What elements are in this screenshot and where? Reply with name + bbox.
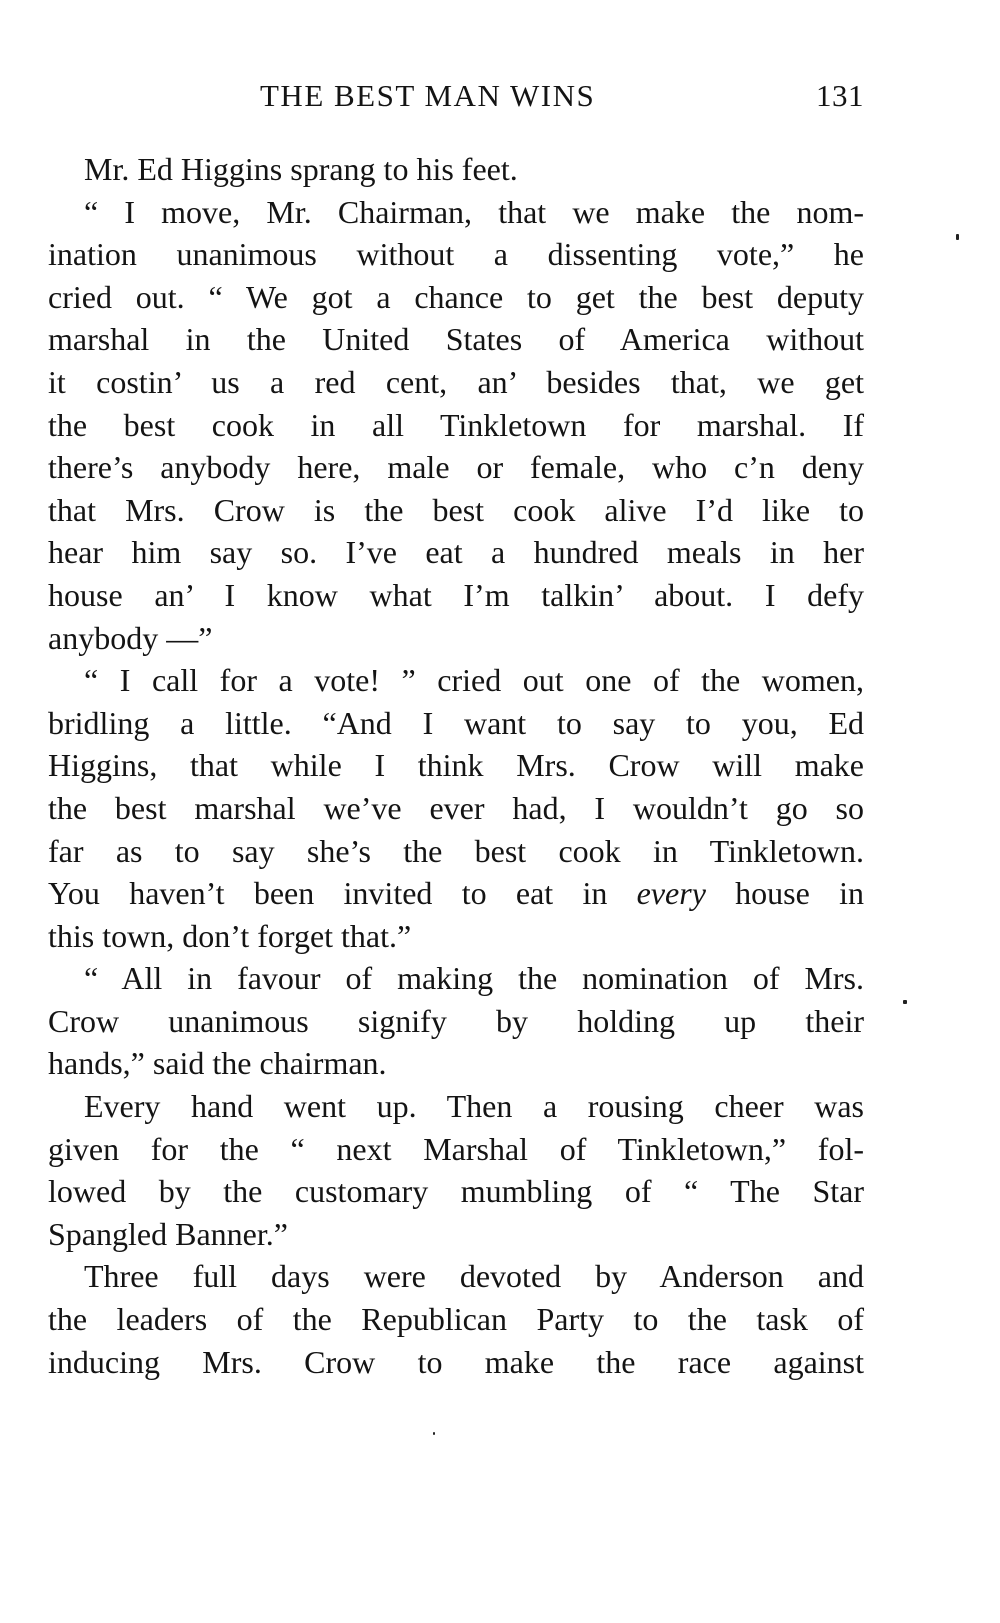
text-line: given for the “ next Marshal of Tinkletown,” fol- — [48, 1130, 864, 1167]
text-line: “ I call for a vote! ” cried out one of the women, — [84, 662, 864, 699]
text-line: hear him say so. I’ve eat a hundred meals in her — [48, 534, 864, 571]
text-line: “ I move, Mr. Chairman, that we make the nom- — [84, 193, 864, 230]
text-line: the best cook in all Tinkletown for marshal. If — [48, 406, 864, 443]
line-segment: You haven’t been invited to eat in — [48, 875, 637, 912]
text-line: cried out. “ We got a chance to get the best deputy — [48, 278, 864, 315]
text-line: it costin’ us a red cent, an’ besides that, we get — [48, 363, 864, 400]
text-line: there’s anybody here, male or female, who c’n deny — [48, 449, 864, 486]
text-line: bridling a little. “And I want to say to you, Ed — [48, 704, 864, 741]
scan-speck — [433, 1432, 435, 1435]
text-line: hands,” said the chairman. — [48, 1045, 387, 1082]
text-line: Mr. Ed Higgins sprang to his feet. — [84, 151, 518, 187]
emphasized-word: every — [636, 875, 706, 912]
scan-speck — [903, 1000, 907, 1004]
text-line: Three full days were devoted by Anderson and — [84, 1258, 864, 1295]
text-line: Spangled Banner.” — [48, 1215, 288, 1252]
text-line: Every hand went up. Then a rousing cheer was — [84, 1088, 864, 1125]
text-line: inducing Mrs. Crow to make the race against — [48, 1343, 864, 1380]
text-line: this town, don’t forget that.” — [48, 917, 412, 954]
text-line: “ All in favour of making the nomination of Mrs. — [84, 960, 864, 997]
text-line: ination unanimous without a dissenting vote,” he — [48, 236, 864, 273]
text-line: the leaders of the Republican Party to the task of — [48, 1301, 864, 1338]
body-text — [48, 148, 864, 1383]
text-line: marshal in the United States of America without — [48, 321, 864, 358]
text-line: the best marshal we’ve ever had, I wouldn’t go so — [48, 789, 864, 826]
line-segment: house in — [705, 875, 865, 912]
running-head — [48, 78, 864, 122]
text-line: Higgins, that while I think Mrs. Crow will make — [48, 747, 864, 784]
scan-speck — [956, 234, 959, 240]
text-line: lowed by the customary mumbling of “ The Star — [48, 1173, 864, 1210]
running-title: THE BEST MAN WINS — [260, 78, 596, 113]
text-line: Crow unanimous signify by holding up their — [48, 1002, 864, 1039]
text-line: house an’ I know what I’m talkin’ about. I defy — [48, 576, 864, 613]
page-number: 131 — [816, 78, 864, 113]
text-line: anybody —” — [48, 619, 213, 656]
text-line: far as to say she’s the best cook in Tinkletown. — [48, 832, 864, 869]
text-line — [48, 872, 864, 915]
text-line: that Mrs. Crow is the best cook alive I’d like to — [48, 491, 864, 528]
